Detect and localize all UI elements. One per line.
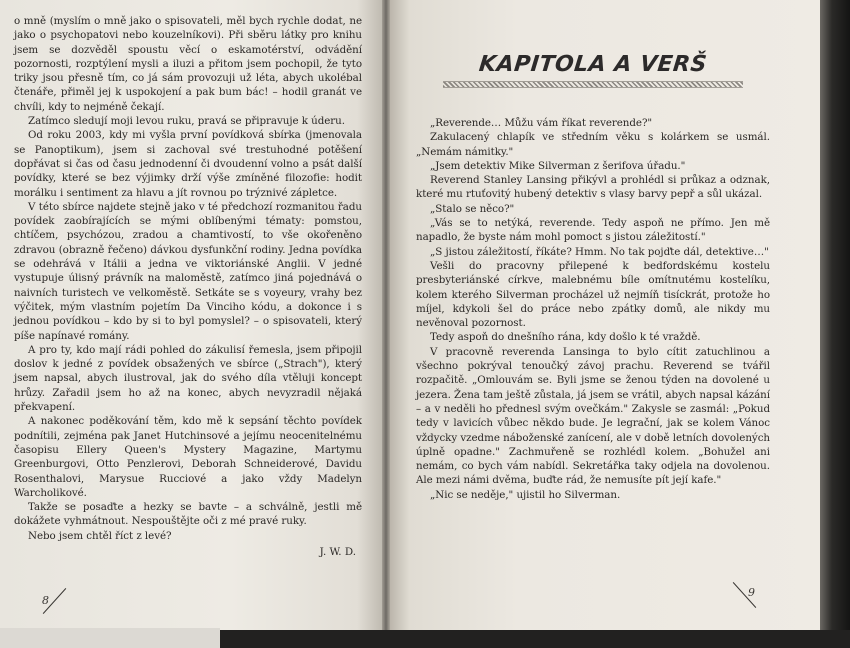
left-page <box>0 0 384 638</box>
paragraph: Zatímco sledují moji levou ruku, pravá se připravuje k úderu. <box>28 115 345 128</box>
right-page-number: 9 <box>748 586 755 599</box>
paragraph: Nebo jsem chtěl říct z levé? <box>28 529 172 542</box>
paragraph: o mně (myslím o mně jako o spisovateli, měl bych rychle dodat, ne jako o psychopatovi nebo kouzelníkovi). Při sběru látky pro knihu jsem se dozvěděl spoustu věcí o eskamotérství, odvádění pozornosti, rozptýlení mysli a iluzi a přitom jsem pochopil, že tyto triky jsou přesně tím, co já sám provozuji už léta, abych ukolébal čtenáře, přiměl jej k uspokojení a pak bum bác! – hodil granát ve chvíli, kdy to nejméně čekají. <box>14 15 362 113</box>
paragraph: „Stalo se něco?" <box>430 202 515 215</box>
paragraph: „Nic se neděje," ujistil ho Silverman. <box>430 488 621 501</box>
paragraph: Reverend Stanley Lansing přikývl a prohlédl si průkaz a odznak, které mu rtuťovitý hubený detektiv s vlasy barvy pepř a sůl ukázal. <box>416 174 770 201</box>
paragraph: A nakonec poděkování těm, kdo mě k sepsání těchto povídek podnítili, zejména pak Janet Hutchinsové a jejímu neocenitelnému časopisu Ellery Queen's Mystery Magazine, Martymu Greenburgovi, Otto Penzlerovi, Deborah Schneiderové, Davidu Rosenthalovi, Marysue Rucciové a jako vždy Madelyn Warcholikové. <box>14 415 362 499</box>
page-edge-shadow <box>820 0 850 648</box>
paragraph: V této sbírce najdete stejně jako v té předchozí rozmanitou řadu povídek zaobírajících se mými oblíbenými tématy: pomstou, chtíčem, psychózou, zradou a chamtivostí, to vše okořeněno zdravou (obrazně řečeno) dávkou dysfunkční rodiny. Jedna povídka se odehrává v Itálii a jedna ve viktoriánské Anglii. V jedné vystupuje úlisný právník na maloměstě, zatímco jiná pojednává o naivních turistech ve velkoměstě. Setkáte se s voyeury, vrahy bez výčitek, mým vlastním pojetím Da Vinciho kódu, a dokonce i s jednou povídkou – kdo by si to byl pomyslel? – o spisovateli, který píše napínavé romány. <box>14 200 362 342</box>
paragraph: V pracovně reverenda Lansinga to bylo cítit zatuchlinou a všechno pokrýval tenoučký závoj prachu. Reverend se tvářil rozpačitě. „Omlouvám se. Byli jsme se ženou týden na dovolené u jezera. Žena tam ještě zůstala, já jsem se vrátil, abych napsal kázání – a v neděli ho přednesl svým ovečkám." Zakysle se zasmál: „Pokud tedy v lavicích vůbec někdo bude. Je legrační, jak se kolem Vánoc vždycky vzedme náboženské zanícení, ale v době letních dovolených úplně opadne." Zachmuřeně se rozhlédl kolem. „Bohužel ani nemám, co bych vám nabídl. Sekretářka taky odjela na dovolenou. Ale mezi námi dvěma, buďte rád, že nemusíte pít její kafe." <box>416 345 770 487</box>
paragraph: Vešli do pracovny přilepené k bedfordskému kostelu presbyteriánské církve, malebnému bíle omítnutému kostelíku, kolem kterého Silverman procházel už nejmíň tisíckrát, protože ho míjel, kdykoli šel do práce nebo zpátky domů, ale nikdy mu nevěnoval pozornost. <box>416 259 770 330</box>
chapter-title: KAPITOLA A VERŠ <box>477 52 709 77</box>
title-divider <box>443 81 743 88</box>
author-signature: J. W. D. <box>319 545 356 558</box>
left-page-number: 8 <box>42 594 49 607</box>
paragraph: „Jsem detektiv Mike Silverman z šerifova úřadu." <box>430 159 686 172</box>
paragraph: „S jistou záležitostí, říkáte? Hmm. No tak pojďte dál, detektive…" <box>430 245 769 258</box>
left-page-text <box>14 14 362 543</box>
paragraph: Takže se posaďte a hezky se bavte – a schválně, jestli mě dokážete vyhmátnout. Nespouštějte oči z mé pravé ruky. <box>14 501 362 528</box>
bottom-page-edge <box>0 628 220 648</box>
paragraph: „Reverende… Můžu vám říkat reverende?" <box>430 117 653 129</box>
paragraph: Od roku 2003, kdy mi vyšla první povídková sbírka (jmenovala se Panoptikum), jsem si zachoval své trestuhodné potěšení dopřávat si čas od času jednodenní či dvoudenní volno a psát další povídky, které se bez výjimky drží výše zmíněné filozofie: hodit morálku i sentiment za hlavu a jít rovnou po trýznivé zápletce. <box>14 129 362 199</box>
right-page <box>388 0 822 638</box>
paragraph: Tedy aspoň do dnešního rána, kdy došlo k té vraždě. <box>430 331 701 344</box>
book-spine <box>382 0 390 638</box>
right-page-text <box>416 116 770 502</box>
paragraph: A pro ty, kdo mají rádi pohled do zákulisí řemesla, jsem připojil doslov k jedné z povídek obsažených ve sbírce („Strach"), který jsem napsal, abych ilustroval, jak do svého díla vtěluji koncept hrůzy. Zařadil jsem ho až na konec, abych nevyzradil nějaká překvapení. <box>14 343 362 414</box>
paragraph: Zakulacený chlapík ve středním věku s kolárkem se usmál. „Nemám námitky." <box>416 131 770 158</box>
paragraph: „Vás se to netýká, reverende. Tedy aspoň ne přímo. Jen mě napadlo, že byste nám mohl pomoct s jistou záležitostí." <box>416 217 770 244</box>
